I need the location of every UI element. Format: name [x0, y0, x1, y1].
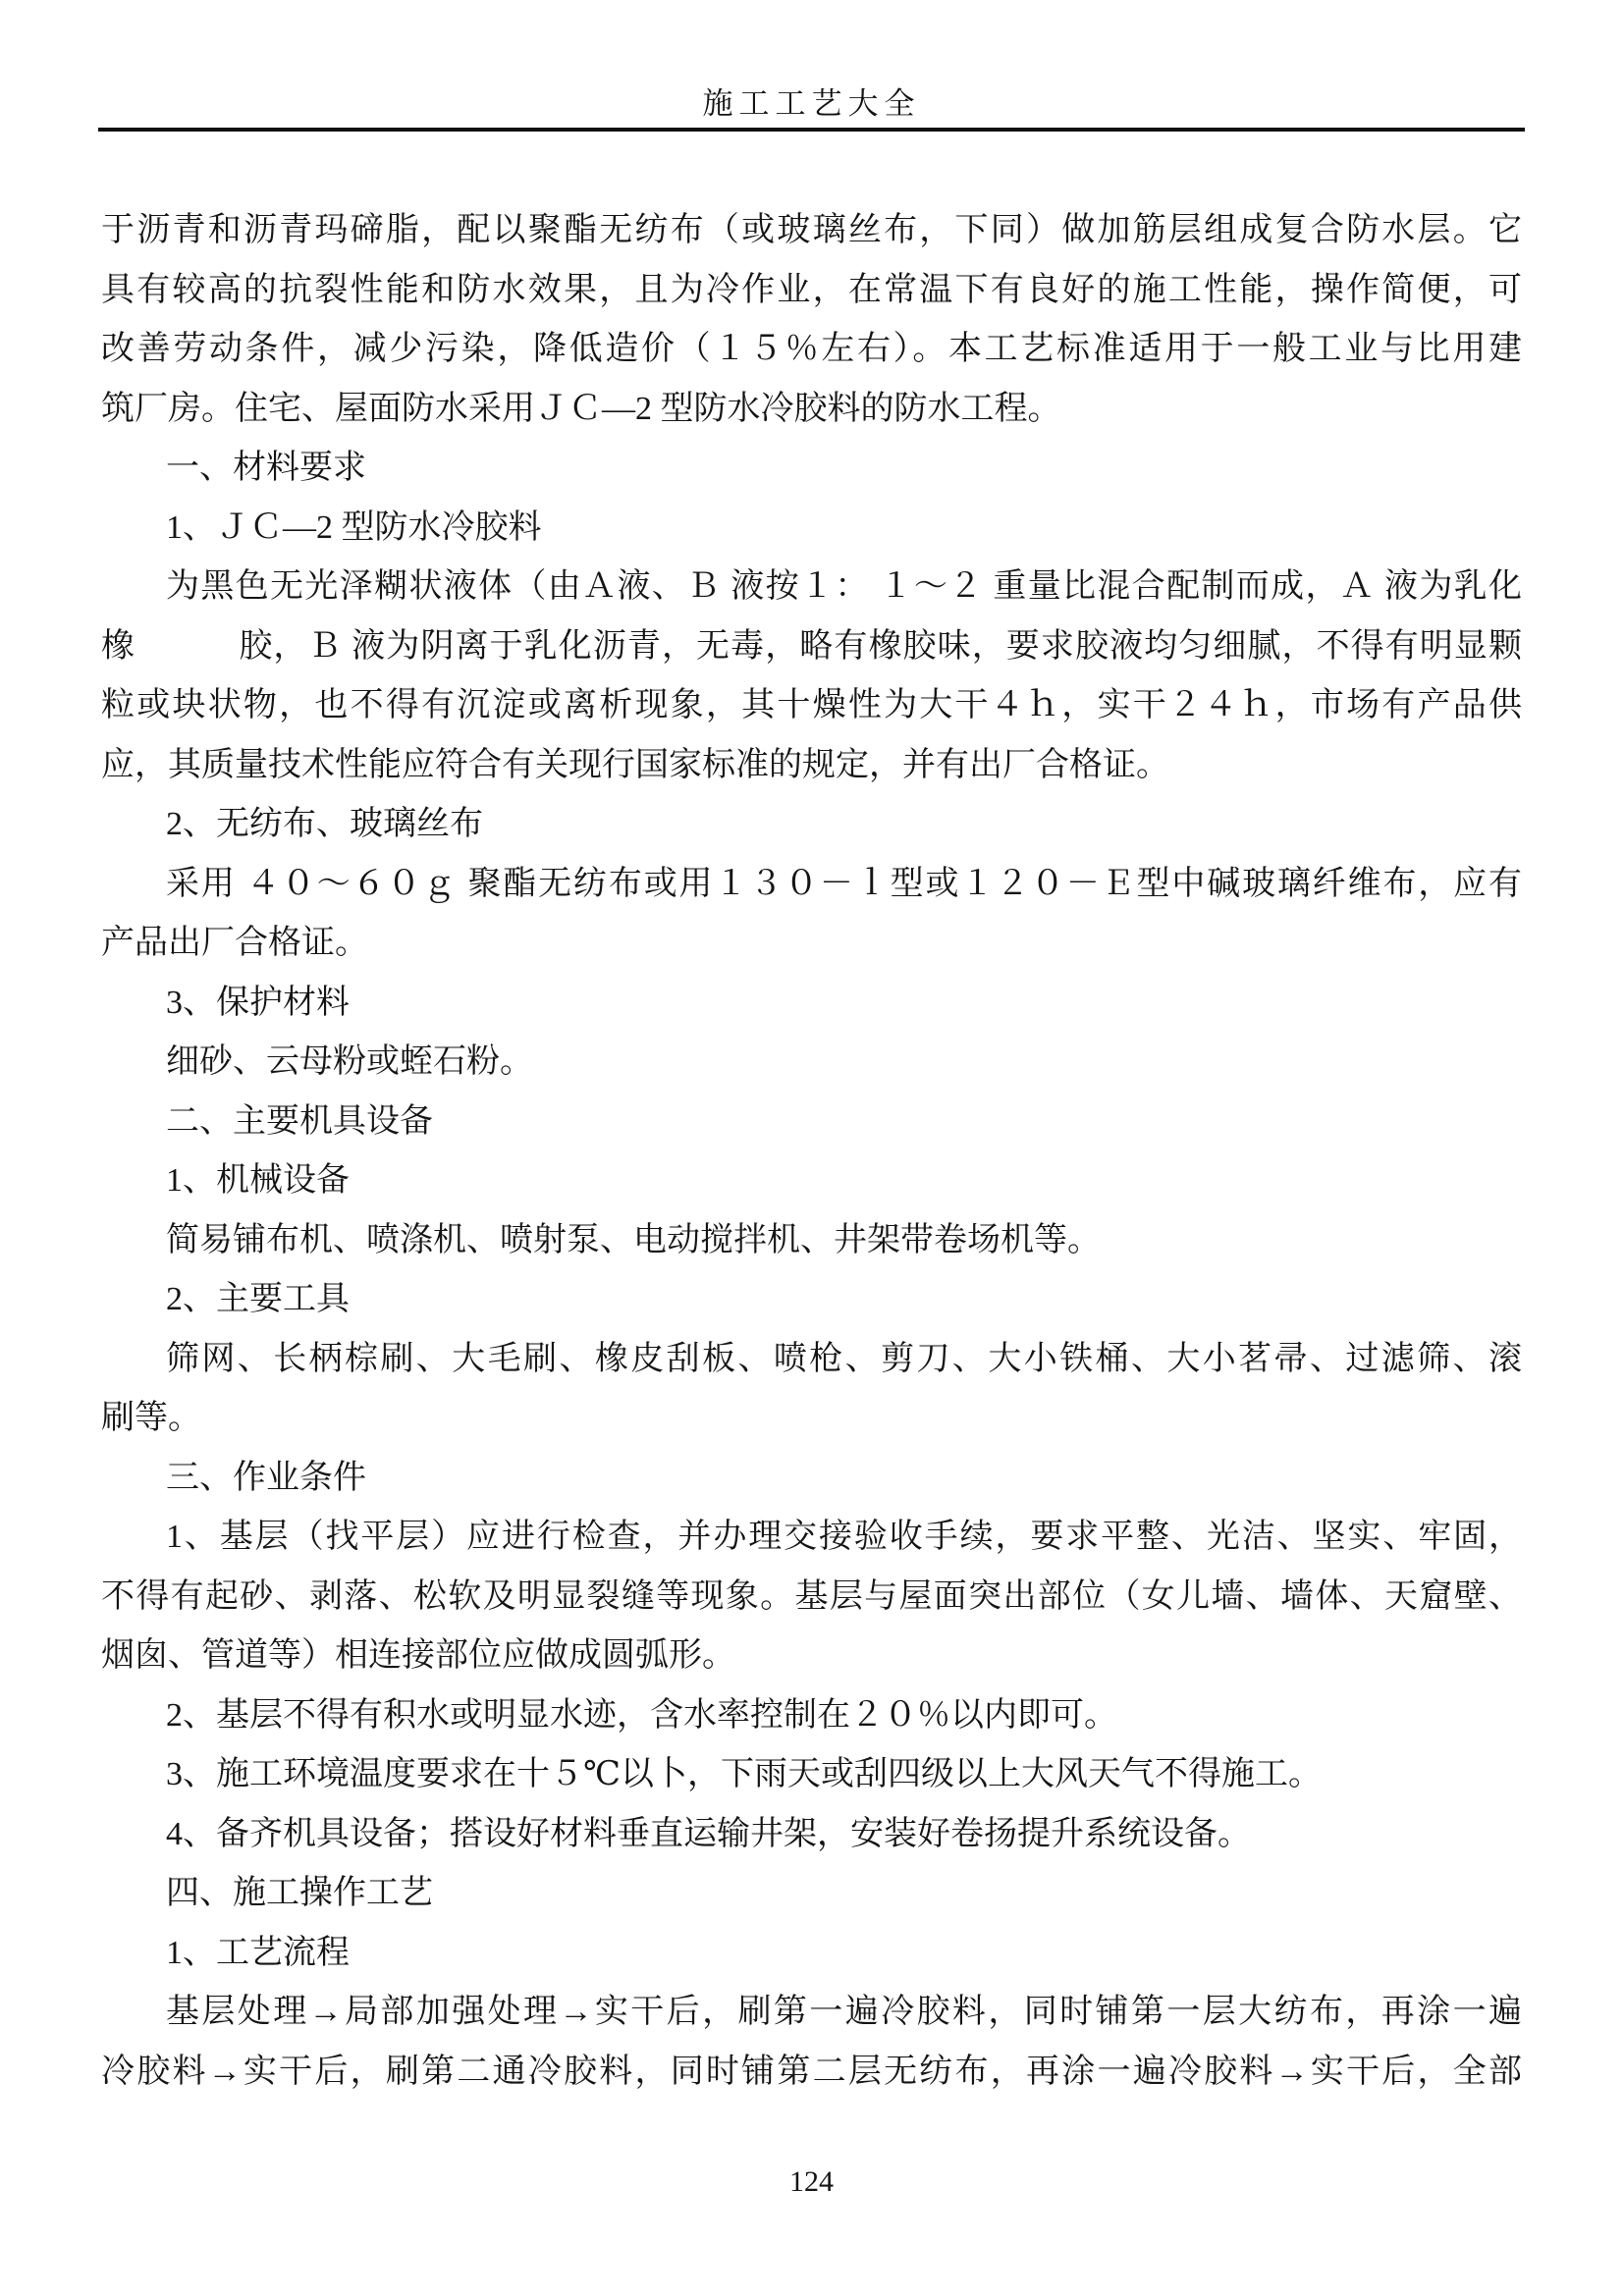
header-rule: [98, 128, 1525, 132]
text-line: 2、无纺布、玻璃丝布: [166, 806, 483, 842]
page-header-title: 施工工艺大全: [702, 86, 921, 121]
text-line: 二、主要机具设备: [166, 1102, 433, 1140]
text-line: 细砂、云母粉或蛭石粉。: [166, 1043, 533, 1080]
text-line: 四、施工操作工艺: [166, 1875, 433, 1911]
document-body: [101, 201, 1522, 2102]
text-line: 1、ＪＣ—2 型防水冷胶料: [166, 508, 542, 546]
text-line: 筑厂房。住宅、屋面防水采用ＪＣ—2 型防水冷胶料的防水工程。: [101, 390, 1061, 427]
text-line: 1、基层（找平层）应进行检查，并办理交接验收手续，要求平整、光洁、坚实、牢固，: [166, 1519, 1522, 1555]
text-line: 三、作业条件: [166, 1459, 366, 1496]
text-line: 采用 ４０～６０ｇ 聚酯无纺布或用１３０－ｌ型或１２０－Ｅ型中碱玻璃纤维布，应有: [166, 865, 1522, 902]
text-line: 应，其质量技术性能应符合有关现行国家标准的规定，并有出厂合格证。: [101, 746, 1169, 783]
text-line: 具有较高的抗裂性能和防水效果，且为冷作业，在常温下有良好的施工性能，操作简便，可: [101, 271, 1522, 308]
text-line: 筛网、长柄棕刷、大毛刷、橡皮刮板、喷枪、剪刀、大小铁桶、大小茗帚、过滤筛、滚: [166, 1340, 1522, 1377]
text-line: 产品出厂合格证。: [101, 925, 368, 961]
text-line: 不得有起砂、剥落、松软及明显裂缝等现象。基层与屋面突出部位（女儿墙、墙体、天窟壁、: [101, 1577, 1522, 1615]
text-line: 3、施工环境温度要求在十５℃以卜，下雨天或刮四级以上大风天气不得施工。: [166, 1756, 1323, 1792]
text-line: 3、保护材料: [166, 984, 350, 1021]
text-line: 于沥青和沥青玛碲脂，配以聚酯无纺布（或玻璃丝布，下同）做加筋层组成复合防水层。它: [101, 212, 1522, 248]
text-line: 4、备齐机具设备；搭设好材料垂直运输井架，安装好卷扬提升系统设备。: [166, 1815, 1251, 1852]
text-line: 粒或块状物，也不得有沉淀或离析现象，其十燥性为大干４ｈ，实干２４ｈ，市场有产品供: [101, 687, 1522, 723]
text-line: 基层处理→局部加强处理→实干后，刷第一遍冷胶料，同时铺第一层大纺布，再涂一遍: [166, 1994, 1522, 2030]
text-line: 刷等。: [101, 1400, 201, 1436]
text-line: 1、机械设备: [166, 1162, 350, 1199]
text-line: 改善劳动条件，减少污染，降低造价（１５％左右）。本工艺标准适用于一般工业与比用建: [101, 331, 1522, 367]
text-line: 2、基层不得有积水或明显水迹，含水率控制在２０％以内即可。: [166, 1696, 1117, 1734]
text-line: 橡 胶，Ｂ 液为阴离于乳化沥青，无毒，略有橡胶味，要求胶液均匀细腻，不得有明显颗: [101, 627, 1522, 665]
text-line: 2、主要工具: [166, 1281, 350, 1317]
text-line: 简易铺布机、喷涤机、喷射泵、电动搅拌机、井架带卷场机等。: [166, 1221, 1101, 1258]
text-line: 1、工艺流程: [166, 1934, 350, 1971]
text-line: 为黑色无光泽糊状液体（由Ａ液、Ｂ 液按１： １～２ 重量比混合配制而成，Ａ 液为乳化: [166, 568, 1522, 605]
text-line: 一、材料要求: [166, 450, 366, 486]
text-line: 烟囱、管道等）相连接部位应做成圆弧形。: [101, 1637, 735, 1674]
page-number: 124: [789, 2165, 834, 2198]
text-line: 冷胶料→实干后，刷第二通冷胶料，同时铺第二层无纺布，再涂一遍冷胶料→实干后，全部: [101, 2053, 1522, 2090]
